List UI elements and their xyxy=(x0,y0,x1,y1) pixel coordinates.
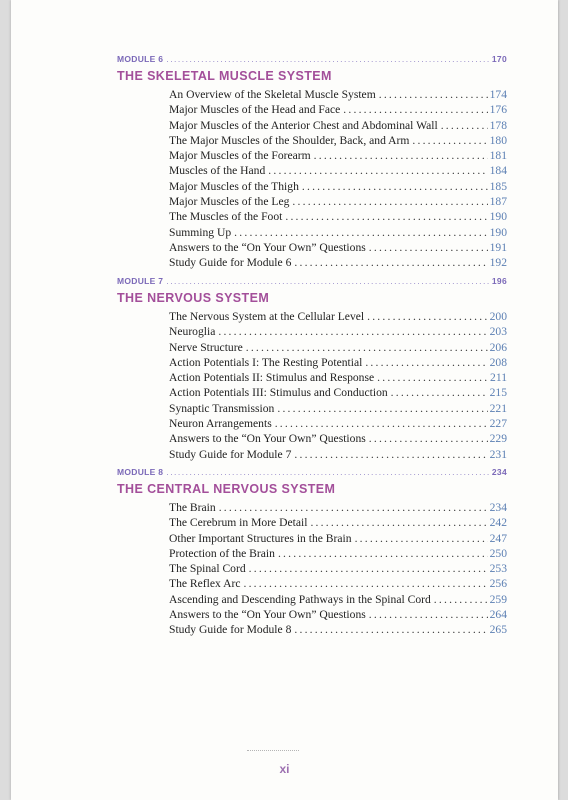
toc-entry[interactable] xyxy=(169,370,507,385)
module-page-number: 234 xyxy=(491,467,507,477)
dot-leader xyxy=(343,102,487,117)
toc-entry[interactable] xyxy=(169,607,507,622)
toc-entry[interactable] xyxy=(169,447,507,462)
toc-entry[interactable] xyxy=(169,355,507,370)
entry-page-number: 192 xyxy=(489,256,507,270)
module-header[interactable] xyxy=(117,276,507,289)
entry-page-number: 190 xyxy=(489,210,507,224)
dot-leader xyxy=(310,515,487,530)
toc-entry[interactable] xyxy=(169,309,507,324)
entry-title: Study Guide for Module 8 xyxy=(169,623,292,637)
entry-page-number: 250 xyxy=(489,546,507,560)
module-header[interactable] xyxy=(117,467,507,480)
toc-page xyxy=(11,0,558,800)
toc-entry[interactable] xyxy=(169,179,507,194)
entry-title: Major Muscles of the Forearm xyxy=(169,149,311,163)
entry-list xyxy=(169,309,507,462)
entry-page-number: 231 xyxy=(489,447,507,461)
entry-title: The Major Muscles of the Shoulder, Back, and Arm xyxy=(169,133,410,147)
entry-title: Study Guide for Module 6 xyxy=(169,256,292,270)
dot-leader xyxy=(243,576,487,591)
toc-entry[interactable] xyxy=(169,431,507,446)
toc-entry[interactable] xyxy=(169,194,507,209)
module-7-section xyxy=(117,276,507,462)
dot-leader xyxy=(302,179,488,194)
module-label: MODULE 7 xyxy=(117,276,164,286)
toc-entry[interactable] xyxy=(169,240,507,255)
entry-title: Nerve Structure xyxy=(169,340,243,354)
dot-leader xyxy=(379,87,488,102)
module-label: MODULE 6 xyxy=(117,54,164,64)
dot-leader xyxy=(294,622,487,637)
module-label: MODULE 8 xyxy=(117,467,164,477)
module-title: THE NERVOUS SYSTEM xyxy=(117,291,270,305)
toc-entry[interactable] xyxy=(169,225,507,240)
entry-page-number: 184 xyxy=(489,164,507,178)
dot-leader xyxy=(166,276,489,286)
entry-title: Protection of the Brain xyxy=(169,546,275,560)
module-title: THE CENTRAL NERVOUS SYSTEM xyxy=(117,482,336,496)
entry-list xyxy=(169,87,507,271)
entry-page-number: 211 xyxy=(490,371,507,385)
dot-leader xyxy=(218,324,487,339)
entry-page-number: 181 xyxy=(489,149,507,163)
entry-title: Neuron Arrangements xyxy=(169,417,272,431)
entry-title: Major Muscles of the Leg xyxy=(169,195,290,209)
entry-page-number: 256 xyxy=(489,577,507,591)
dot-leader xyxy=(412,133,487,148)
toc-entry[interactable] xyxy=(169,385,507,400)
dot-leader xyxy=(249,561,488,576)
entry-title: Action Potentials II: Stimulus and Response xyxy=(169,371,375,385)
entry-page-number: 221 xyxy=(489,401,507,415)
dot-leader xyxy=(294,447,487,462)
toc-entry[interactable] xyxy=(169,416,507,431)
entry-page-number: 174 xyxy=(489,88,507,101)
toc-entry[interactable] xyxy=(169,500,507,515)
entry-title: An Overview of the Skeletal Muscle System xyxy=(169,88,376,101)
entry-page-number: 253 xyxy=(489,562,507,576)
dot-leader xyxy=(234,225,487,240)
entry-page-number: 259 xyxy=(489,592,507,606)
entry-page-number: 178 xyxy=(489,118,507,132)
entry-title: Action Potentials I: The Resting Potential xyxy=(169,355,363,369)
module-title: THE SKELETAL MUSCLE SYSTEM xyxy=(117,69,332,83)
toc-entry[interactable] xyxy=(169,561,507,576)
dot-leader xyxy=(246,340,488,355)
dot-leader xyxy=(294,255,487,270)
dot-leader xyxy=(391,385,488,400)
toc-entry[interactable] xyxy=(169,102,507,117)
entry-page-number: 215 xyxy=(489,386,507,400)
toc-entry[interactable] xyxy=(169,163,507,178)
dot-leader xyxy=(441,118,488,133)
entry-title: The Spinal Cord xyxy=(169,562,246,576)
module-page-number: 170 xyxy=(491,54,507,64)
dot-leader xyxy=(369,607,488,622)
entry-page-number: 265 xyxy=(489,623,507,637)
module-page-number: 196 xyxy=(491,276,507,286)
dot-leader xyxy=(278,546,488,561)
toc-entry[interactable] xyxy=(169,209,507,224)
entry-page-number: 242 xyxy=(489,516,507,530)
toc-entry[interactable] xyxy=(169,255,507,270)
toc-entry[interactable] xyxy=(169,576,507,591)
entry-title: The Brain xyxy=(169,501,216,514)
toc-entry[interactable] xyxy=(169,148,507,163)
dot-leader xyxy=(277,401,487,416)
dot-leader xyxy=(285,209,487,224)
entry-page-number: 229 xyxy=(489,432,507,446)
entry-page-number: 185 xyxy=(489,179,507,193)
dot-leader xyxy=(275,416,488,431)
toc-entry[interactable] xyxy=(169,118,507,133)
entry-page-number: 264 xyxy=(489,608,507,622)
entry-page-number: 208 xyxy=(489,355,507,369)
toc-entry[interactable] xyxy=(169,340,507,355)
toc-entry[interactable] xyxy=(169,531,507,546)
entry-page-number: 227 xyxy=(489,417,507,431)
entry-title: Summing Up xyxy=(169,225,232,239)
entry-title: Major Muscles of the Thigh xyxy=(169,179,299,193)
entry-title: Study Guide for Module 7 xyxy=(169,447,292,461)
dot-leader xyxy=(292,194,487,209)
dot-leader xyxy=(369,431,488,446)
toc-entry[interactable] xyxy=(169,592,507,607)
dot-leader xyxy=(314,148,488,163)
dot-leader xyxy=(219,500,488,515)
entry-page-number: 206 xyxy=(489,340,507,354)
module-6-section xyxy=(117,54,507,271)
dot-leader xyxy=(369,240,488,255)
entry-title: Answers to the “On Your Own” Questions xyxy=(169,240,366,254)
dot-leader xyxy=(355,531,488,546)
entry-page-number: 191 xyxy=(489,240,507,254)
page-folio: xi xyxy=(279,762,290,776)
entry-title: Answers to the “On Your Own” Questions xyxy=(169,608,366,622)
entry-title: The Muscles of the Foot xyxy=(169,210,283,224)
entry-title: Other Important Structures in the Brain xyxy=(169,531,352,545)
dot-leader xyxy=(166,54,489,64)
entry-title: The Reflex Arc xyxy=(169,577,241,591)
toc-entry[interactable] xyxy=(169,546,507,561)
toc-entry[interactable] xyxy=(169,401,507,416)
toc-entry[interactable] xyxy=(169,324,507,339)
toc-entry[interactable] xyxy=(169,515,507,530)
entry-page-number: 180 xyxy=(489,133,507,147)
footer-divider xyxy=(247,750,299,751)
entry-title: The Nervous System at the Cellular Level xyxy=(169,310,365,323)
entry-title: Muscles of the Hand xyxy=(169,164,266,178)
entry-title: Major Muscles of the Anterior Chest and Abdominal Wall xyxy=(169,118,438,132)
dot-leader xyxy=(365,355,487,370)
toc-entry[interactable] xyxy=(169,133,507,148)
dot-leader xyxy=(166,467,489,477)
module-8-section xyxy=(117,467,507,638)
toc-entry[interactable] xyxy=(169,87,507,102)
entry-page-number: 234 xyxy=(489,501,507,514)
dot-leader xyxy=(367,309,488,324)
entry-title: Action Potentials III: Stimulus and Conduction xyxy=(169,386,388,400)
entry-page-number: 187 xyxy=(489,195,507,209)
module-header[interactable] xyxy=(117,54,507,67)
entry-title: The Cerebrum in More Detail xyxy=(169,516,308,530)
dot-leader xyxy=(268,163,487,178)
entry-page-number: 203 xyxy=(489,325,507,339)
entry-page-number: 247 xyxy=(489,531,507,545)
entry-title: Ascending and Descending Pathways in the Spinal Cord xyxy=(169,592,431,606)
entry-page-number: 200 xyxy=(489,310,507,323)
entry-title: Major Muscles of the Head and Face xyxy=(169,103,341,117)
entry-page-number: 176 xyxy=(489,103,507,117)
toc-entry[interactable] xyxy=(169,622,507,637)
entry-title: Neuroglia xyxy=(169,325,216,339)
entry-title: Answers to the “On Your Own” Questions xyxy=(169,432,366,446)
entry-title: Synaptic Transmission xyxy=(169,401,275,415)
entry-list xyxy=(169,500,507,638)
dot-leader xyxy=(377,370,488,385)
dot-leader xyxy=(434,592,488,607)
entry-page-number: 190 xyxy=(489,225,507,239)
